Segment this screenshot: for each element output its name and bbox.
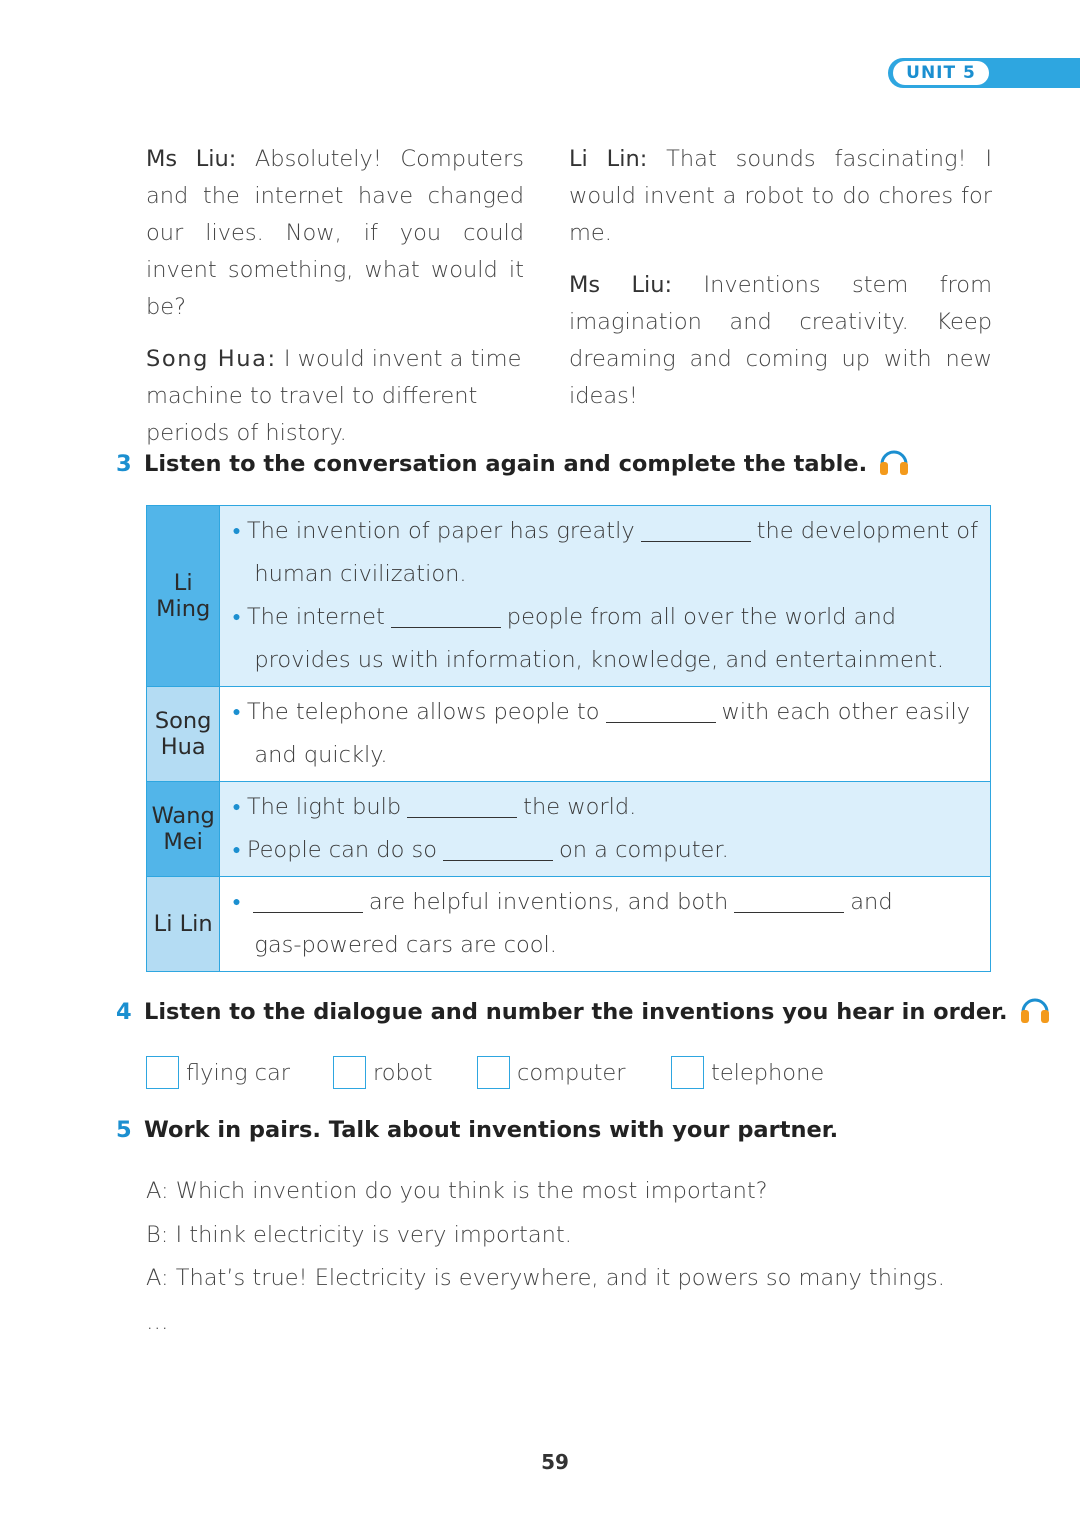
section-heading: Listen to the dialogue and number the inventions you hear in order. bbox=[144, 999, 1008, 1025]
dialogue-line: A: Which invention do you think is the most important? bbox=[146, 1178, 768, 1204]
line-text: People can do so bbox=[246, 837, 437, 863]
table-row bbox=[147, 877, 991, 972]
line-text: are helpful inventions, and both bbox=[368, 889, 729, 915]
checklist-item bbox=[146, 1056, 290, 1089]
number-box[interactable] bbox=[477, 1056, 510, 1089]
bullet-icon: ● bbox=[232, 799, 241, 815]
speaker-name: Li Lin: bbox=[569, 146, 648, 172]
row-name-cell: Wang Mei bbox=[147, 782, 220, 877]
row-content-cell bbox=[220, 506, 991, 687]
bullet-icon: ● bbox=[232, 523, 241, 539]
option-label: flying car bbox=[186, 1059, 291, 1086]
fill-blank[interactable] bbox=[734, 886, 844, 913]
unit-label: UNIT 5 bbox=[893, 61, 989, 85]
row-content-cell bbox=[220, 877, 991, 972]
table-row bbox=[147, 782, 991, 877]
dialogue-line bbox=[146, 341, 524, 452]
checklist-item bbox=[477, 1056, 626, 1089]
table-line bbox=[232, 786, 978, 829]
completion-table bbox=[146, 505, 991, 972]
row-name-cell: Li Ming bbox=[147, 506, 220, 687]
headphones-icon[interactable] bbox=[877, 444, 911, 484]
section-5-title bbox=[116, 1117, 838, 1143]
bullet-icon: ● bbox=[232, 842, 241, 858]
dialogue-line bbox=[569, 267, 992, 415]
speaker-name: Ms Liu: bbox=[569, 272, 673, 298]
bullet-icon: ● bbox=[232, 704, 241, 720]
row-name-cell: Li Lin bbox=[147, 877, 220, 972]
option-label: telephone bbox=[711, 1059, 825, 1086]
dialogue-text: That sounds fascinating! I would invent a robot to do chores for me. bbox=[569, 146, 992, 246]
dialogue-line: B: I think electricity is very important. bbox=[146, 1221, 572, 1248]
table-line bbox=[232, 691, 978, 734]
row-content-cell bbox=[220, 687, 991, 782]
line-text: people from all over the world and bbox=[506, 604, 897, 630]
fill-blank[interactable] bbox=[443, 834, 553, 861]
table-line bbox=[232, 553, 978, 596]
dialogue-line: A: That’s true! Electricity is everywhere, and it powers so many things. bbox=[146, 1265, 945, 1291]
line-text: provides us with information, knowledge, and entertainment. bbox=[254, 647, 945, 673]
dialogue-right-column bbox=[569, 141, 992, 430]
dialogue-text: Absolutely! Computers and the internet have changed our lives. Now, if you could invent something, what would it be? bbox=[146, 146, 524, 320]
table-line bbox=[232, 639, 978, 682]
bullet-icon: ● bbox=[232, 609, 241, 625]
line-text: The telephone allows people to bbox=[246, 699, 600, 725]
page-number: 59 bbox=[541, 1450, 569, 1474]
line-text: gas-powered cars are cool. bbox=[254, 932, 557, 958]
row-name-cell: Song Hua bbox=[147, 687, 220, 782]
table-line bbox=[232, 510, 978, 553]
bullet-icon: ● bbox=[232, 894, 241, 910]
dialogue-line bbox=[146, 141, 524, 326]
section-number: 5 bbox=[116, 1117, 132, 1143]
fill-blank[interactable] bbox=[407, 791, 517, 818]
dialogue-left-column bbox=[146, 141, 524, 467]
section-3-title bbox=[116, 444, 911, 484]
section-heading: Work in pairs. Talk about inventions with your partner. bbox=[144, 1117, 839, 1143]
table-line bbox=[232, 596, 978, 639]
row-content-cell bbox=[220, 782, 991, 877]
dialogue-line bbox=[569, 141, 992, 252]
fill-blank[interactable] bbox=[391, 601, 501, 628]
table-line bbox=[232, 734, 978, 777]
line-text: The light bulb bbox=[246, 794, 402, 820]
number-box[interactable] bbox=[333, 1056, 366, 1089]
option-label: robot bbox=[373, 1059, 433, 1086]
section-number: 4 bbox=[116, 999, 132, 1025]
fill-blank[interactable] bbox=[606, 696, 716, 723]
line-text: The invention of paper has greatly bbox=[246, 518, 635, 544]
fill-blank[interactable] bbox=[253, 886, 363, 913]
speaker-name: Ms Liu: bbox=[146, 146, 237, 172]
dialogue-text: I would invent a time machine to travel to different periods of history. bbox=[146, 346, 522, 446]
checklist-item bbox=[671, 1056, 824, 1089]
fill-blank[interactable] bbox=[641, 515, 751, 542]
line-text: human civilization. bbox=[254, 561, 467, 587]
table-line bbox=[232, 829, 978, 872]
option-label: computer bbox=[517, 1059, 626, 1086]
number-box[interactable] bbox=[671, 1056, 704, 1089]
line-text: on a computer. bbox=[559, 837, 729, 863]
section-4-title bbox=[116, 992, 1052, 1032]
line-text: the world. bbox=[523, 794, 637, 820]
section-number: 3 bbox=[116, 451, 132, 477]
dialogue-line: … bbox=[146, 1308, 169, 1335]
section-heading: Listen to the conversation again and complete the table. bbox=[144, 451, 868, 477]
line-text: and quickly. bbox=[254, 742, 388, 768]
line-text: the development of bbox=[756, 518, 978, 544]
line-text: The internet bbox=[246, 604, 385, 630]
table-row bbox=[147, 687, 991, 782]
speaker-name: Song Hua: bbox=[146, 346, 277, 372]
checklist-item bbox=[333, 1056, 432, 1089]
headphones-icon[interactable] bbox=[1018, 992, 1052, 1032]
line-text: with each other easily bbox=[721, 699, 971, 725]
line-text: and bbox=[850, 889, 893, 915]
dialogue-text: Inventions stem from imagination and creativity. Keep dreaming and coming up with new ideas! bbox=[569, 272, 992, 409]
pair-dialogue bbox=[146, 1170, 945, 1344]
table-line bbox=[232, 881, 978, 924]
number-box[interactable] bbox=[146, 1056, 179, 1089]
table-line bbox=[232, 924, 978, 967]
table-row bbox=[147, 506, 991, 687]
